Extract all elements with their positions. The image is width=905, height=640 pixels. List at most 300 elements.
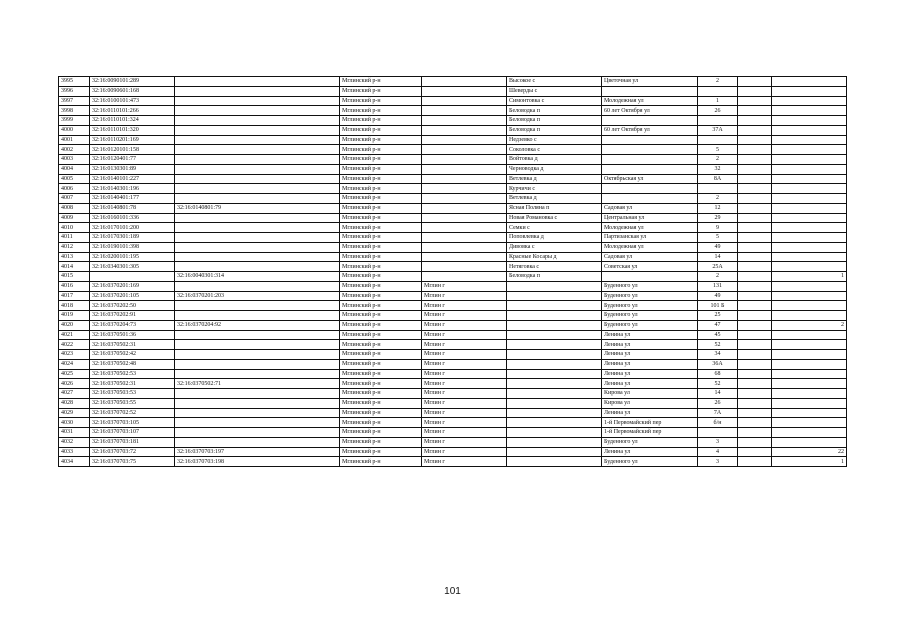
cell-house: 29 (698, 213, 738, 223)
cell-city (422, 125, 507, 135)
cell-cad2 (175, 194, 340, 204)
cell-district: Мглинский р-н (340, 135, 422, 145)
cell-street: Партизанская ул (602, 233, 698, 243)
cell-district: Мглинский р-н (340, 350, 422, 360)
cell-cad1: 32:16:0170101:200 (90, 223, 175, 233)
cell-n: 4007 (59, 194, 90, 204)
cell-extra (738, 330, 772, 340)
table-row (59, 301, 847, 311)
cell-cad1: 32:16:0370503:55 (90, 398, 175, 408)
cell-cad1: 32:16:0370501:36 (90, 330, 175, 340)
cell-district: Мглинский р-н (340, 359, 422, 369)
cell-village: Беловодка п (507, 272, 602, 282)
cell-city (422, 184, 507, 194)
cell-extra (738, 233, 772, 243)
cell-city: Мглин г (422, 359, 507, 369)
cell-extra (738, 408, 772, 418)
cell-city (422, 164, 507, 174)
cell-n: 4014 (59, 262, 90, 272)
cell-street: Ленина ул (602, 350, 698, 360)
cell-cad2: 32:16:0040301:314 (175, 272, 340, 282)
cell-street (602, 145, 698, 155)
cell-cad1: 32:16:0170301:189 (90, 233, 175, 243)
cell-n: 4010 (59, 223, 90, 233)
cell-n: 4001 (59, 135, 90, 145)
cell-street: Садовая ул (602, 203, 698, 213)
cell-n: 4033 (59, 447, 90, 457)
cell-cad1: 32:16:0140401:177 (90, 194, 175, 204)
cell-district: Мглинский р-н (340, 379, 422, 389)
cell-cad2 (175, 359, 340, 369)
cell-extra (738, 398, 772, 408)
cell-cad1: 32:16:0090601:168 (90, 86, 175, 96)
cell-street: 60 лет Октября ул (602, 106, 698, 116)
cell-cad2 (175, 86, 340, 96)
cell-cad2 (175, 116, 340, 126)
cell-extra (738, 369, 772, 379)
cell-cad2 (175, 77, 340, 87)
cell-cad1: 32:16:0110101:266 (90, 106, 175, 116)
cell-cad1: 32:16:0370503:53 (90, 389, 175, 399)
cell-cad2 (175, 437, 340, 447)
cell-street: Ленина ул (602, 447, 698, 457)
cell-cad1: 32:16:0370202:50 (90, 301, 175, 311)
cell-last: 1 (772, 457, 847, 467)
cell-n: 4031 (59, 428, 90, 438)
cell-street: Ленина ул (602, 330, 698, 340)
cell-cad1: 32:16:0110101:324 (90, 116, 175, 126)
cell-district: Мглинский р-н (340, 418, 422, 428)
table-row (59, 272, 847, 282)
cell-street (602, 116, 698, 126)
table-row (59, 213, 847, 223)
cell-house: 5 (698, 145, 738, 155)
cell-cad2 (175, 301, 340, 311)
cell-last: 1 (772, 272, 847, 282)
cell-cad1: 32:16:0200101:195 (90, 252, 175, 262)
cell-district: Мглинский р-н (340, 184, 422, 194)
cell-cad1: 32:16:0110101:320 (90, 125, 175, 135)
cell-street: Буденного ул (602, 457, 698, 467)
cell-extra (738, 272, 772, 282)
cell-house: 8А (698, 174, 738, 184)
cell-cad2: 32:16:0370502:71 (175, 379, 340, 389)
cell-district: Мглинский р-н (340, 447, 422, 457)
cell-village (507, 340, 602, 350)
cell-extra (738, 311, 772, 321)
table-row (59, 418, 847, 428)
cell-cad2 (175, 155, 340, 165)
cell-village (507, 320, 602, 330)
cell-n: 4026 (59, 379, 90, 389)
cell-extra (738, 428, 772, 438)
cell-extra (738, 437, 772, 447)
cell-extra (738, 301, 772, 311)
cell-street: Буденного ул (602, 291, 698, 301)
cell-house: 45 (698, 330, 738, 340)
cell-house: 26 (698, 398, 738, 408)
cell-house: 4 (698, 447, 738, 457)
cell-street: Центральная ул (602, 213, 698, 223)
cell-village (507, 311, 602, 321)
cell-house: б/н (698, 418, 738, 428)
cell-cad2 (175, 135, 340, 145)
cell-street: Цветочная ул (602, 77, 698, 87)
cell-last (772, 281, 847, 291)
cell-village: Поповлевка д (507, 233, 602, 243)
cell-cad1: 32:16:0140801:78 (90, 203, 175, 213)
cell-district: Мглинский р-н (340, 164, 422, 174)
cell-village (507, 398, 602, 408)
cell-n: 4024 (59, 359, 90, 369)
cell-cad1: 32:16:0370703:181 (90, 437, 175, 447)
cell-district: Мглинский р-н (340, 86, 422, 96)
cell-extra (738, 291, 772, 301)
cell-city: Мглин г (422, 428, 507, 438)
cell-street: Ленина ул (602, 379, 698, 389)
cell-n: 4018 (59, 301, 90, 311)
cell-village: Симонтовка с (507, 96, 602, 106)
cell-n: 4030 (59, 418, 90, 428)
cell-village: Семки с (507, 223, 602, 233)
cell-village (507, 437, 602, 447)
cell-cad2 (175, 398, 340, 408)
cell-n: 4009 (59, 213, 90, 223)
table-row (59, 135, 847, 145)
cell-n: 4022 (59, 340, 90, 350)
table-row (59, 379, 847, 389)
table-row (59, 164, 847, 174)
cell-village (507, 281, 602, 291)
cell-district: Мглинский р-н (340, 330, 422, 340)
cell-last (772, 96, 847, 106)
cell-street: Ленина ул (602, 359, 698, 369)
cell-extra (738, 457, 772, 467)
cell-district: Мглинский р-н (340, 223, 422, 233)
table-row (59, 77, 847, 87)
cell-house: 7А (698, 408, 738, 418)
cell-district: Мглинский р-н (340, 291, 422, 301)
cell-village: Высокое с (507, 77, 602, 87)
cell-cad2 (175, 281, 340, 291)
cell-city: Мглин г (422, 447, 507, 457)
cell-city: Мглин г (422, 379, 507, 389)
table-row (59, 311, 847, 321)
cell-extra (738, 447, 772, 457)
cell-district: Мглинский р-н (340, 320, 422, 330)
cell-cad2: 32:16:0370201:203 (175, 291, 340, 301)
cell-street (602, 272, 698, 282)
cell-city (422, 77, 507, 87)
cell-village: Беловодка п (507, 106, 602, 116)
cell-extra (738, 86, 772, 96)
cell-cad1: 32:16:0370502:42 (90, 350, 175, 360)
table-row (59, 203, 847, 213)
cell-district: Мглинский р-н (340, 242, 422, 252)
page-number: 101 (444, 586, 461, 597)
cell-cad1: 32:16:0120101:158 (90, 145, 175, 155)
table-body (59, 77, 847, 467)
table-row (59, 145, 847, 155)
cell-village: Ветлевка д (507, 174, 602, 184)
cell-cad1: 32:16:0370703:107 (90, 428, 175, 438)
cell-house: 2 (698, 194, 738, 204)
cell-last (772, 379, 847, 389)
cell-district: Мглинский р-н (340, 77, 422, 87)
cell-village: Соколовка с (507, 145, 602, 155)
cell-last (772, 106, 847, 116)
cell-city (422, 106, 507, 116)
table-row (59, 155, 847, 165)
cell-city (422, 116, 507, 126)
cell-house: 2 (698, 155, 738, 165)
cell-village: Ветлевка д (507, 194, 602, 204)
cell-street: Кирова ул (602, 389, 698, 399)
cell-city: Мглин г (422, 418, 507, 428)
cell-house: 68 (698, 369, 738, 379)
cell-n: 3996 (59, 86, 90, 96)
table-row (59, 174, 847, 184)
cell-house (698, 86, 738, 96)
cell-cad1: 32:16:0370201:169 (90, 281, 175, 291)
cell-house: 3 (698, 437, 738, 447)
cell-n: 4013 (59, 252, 90, 262)
cell-last (772, 311, 847, 321)
cell-street: Молодежная ул (602, 242, 698, 252)
cell-house (698, 428, 738, 438)
cell-street: Октябрьская ул (602, 174, 698, 184)
cell-city: Мглин г (422, 281, 507, 291)
cell-city (422, 272, 507, 282)
cell-district: Мглинский р-н (340, 203, 422, 213)
cell-city (422, 174, 507, 184)
cell-city: Мглин г (422, 369, 507, 379)
cell-city (422, 194, 507, 204)
cell-city: Мглин г (422, 301, 507, 311)
cell-last (772, 428, 847, 438)
cell-house: 26 (698, 106, 738, 116)
table-row (59, 184, 847, 194)
cell-district: Мглинский р-н (340, 252, 422, 262)
cell-street: Буденного ул (602, 311, 698, 321)
cell-extra (738, 203, 772, 213)
cell-cad2 (175, 233, 340, 243)
cell-city: Мглин г (422, 350, 507, 360)
cell-district: Мглинский р-н (340, 301, 422, 311)
cell-city: Мглин г (422, 457, 507, 467)
cell-house: 2 (698, 272, 738, 282)
cell-cad1: 32:16:0130301:89 (90, 164, 175, 174)
cell-cad1: 32:16:0140301:196 (90, 184, 175, 194)
cell-city (422, 96, 507, 106)
cell-n: 3995 (59, 77, 90, 87)
cell-house: 14 (698, 389, 738, 399)
cell-city (422, 135, 507, 145)
cell-extra (738, 223, 772, 233)
cell-n: 4023 (59, 350, 90, 360)
cell-cad2 (175, 174, 340, 184)
cell-district: Мглинский р-н (340, 106, 422, 116)
cell-extra (738, 106, 772, 116)
cell-extra (738, 389, 772, 399)
cell-n: 4016 (59, 281, 90, 291)
cell-extra (738, 320, 772, 330)
cell-last (772, 86, 847, 96)
cell-cad1: 32:16:0370703:75 (90, 457, 175, 467)
cell-last (772, 350, 847, 360)
cell-last (772, 125, 847, 135)
cell-house: 32 (698, 164, 738, 174)
cell-house: 3 (698, 457, 738, 467)
cell-village (507, 350, 602, 360)
cell-city (422, 213, 507, 223)
cell-last (772, 145, 847, 155)
cell-extra (738, 359, 772, 369)
cell-house (698, 116, 738, 126)
cell-last (772, 77, 847, 87)
cell-extra (738, 340, 772, 350)
cell-cad2: 32:16:0370703:198 (175, 457, 340, 467)
cell-cad1: 32:16:0370502:48 (90, 359, 175, 369)
cell-last (772, 398, 847, 408)
cell-street (602, 135, 698, 145)
cell-village (507, 389, 602, 399)
cell-village: Курчичи с (507, 184, 602, 194)
cell-street: Ленина ул (602, 340, 698, 350)
cell-district: Мглинский р-н (340, 262, 422, 272)
cell-last (772, 437, 847, 447)
cell-extra (738, 281, 772, 291)
cell-city (422, 86, 507, 96)
cell-house (698, 184, 738, 194)
cell-cad1: 32:16:0100101:473 (90, 96, 175, 106)
cell-house: 49 (698, 242, 738, 252)
cell-street: Молодежная ул (602, 223, 698, 233)
cell-street (602, 164, 698, 174)
cell-extra (738, 350, 772, 360)
cell-city: Мглин г (422, 291, 507, 301)
cell-city (422, 145, 507, 155)
cell-district: Мглинский р-н (340, 389, 422, 399)
cell-house: 25А (698, 262, 738, 272)
cell-n: 3998 (59, 106, 90, 116)
cell-n: 4017 (59, 291, 90, 301)
cell-cad2: 32:16:0370204:92 (175, 320, 340, 330)
cell-street (602, 155, 698, 165)
cell-street (602, 194, 698, 204)
cell-cad1: 32:16:0110201:169 (90, 135, 175, 145)
cell-n: 4004 (59, 164, 90, 174)
cell-last (772, 223, 847, 233)
cell-district: Мглинский р-н (340, 174, 422, 184)
cell-cad2: 32:16:0370703:197 (175, 447, 340, 457)
cell-last (772, 291, 847, 301)
cell-city: Мглин г (422, 437, 507, 447)
cell-cad2 (175, 223, 340, 233)
cell-house: 14 (698, 252, 738, 262)
cell-village: Беловодка п (507, 116, 602, 126)
registry-table (58, 76, 847, 467)
cell-cad1: 32:16:0370502:31 (90, 340, 175, 350)
cell-district: Мглинский р-н (340, 457, 422, 467)
cell-village: Дивовка с (507, 242, 602, 252)
cell-street: 1-й Первомайский пер (602, 418, 698, 428)
cell-cad1: 32:16:0370502:53 (90, 369, 175, 379)
table-row (59, 223, 847, 233)
cell-house: 101 Б (698, 301, 738, 311)
cell-village (507, 418, 602, 428)
cell-cad2 (175, 106, 340, 116)
cell-extra (738, 135, 772, 145)
cell-cad1: 32:16:0370201:105 (90, 291, 175, 301)
cell-village (507, 428, 602, 438)
table-row (59, 233, 847, 243)
cell-cad2 (175, 262, 340, 272)
cell-house: 1 (698, 96, 738, 106)
cell-city (422, 262, 507, 272)
cell-city (422, 223, 507, 233)
cell-n: 4002 (59, 145, 90, 155)
cell-n: 3997 (59, 96, 90, 106)
cell-last (772, 194, 847, 204)
cell-cad1: 32:16:0370702:52 (90, 408, 175, 418)
cell-n: 4012 (59, 242, 90, 252)
cell-house: 131 (698, 281, 738, 291)
cell-house: 12 (698, 203, 738, 213)
cell-city (422, 155, 507, 165)
cell-n: 4028 (59, 398, 90, 408)
cell-cad2 (175, 164, 340, 174)
cell-street: Садовая ул (602, 252, 698, 262)
cell-n: 4027 (59, 389, 90, 399)
table-row (59, 242, 847, 252)
cell-cad2 (175, 213, 340, 223)
cell-city (422, 252, 507, 262)
cell-district: Мглинский р-н (340, 145, 422, 155)
cell-house: 52 (698, 340, 738, 350)
cell-district: Мглинский р-н (340, 340, 422, 350)
table-row (59, 359, 847, 369)
cell-district: Мглинский р-н (340, 96, 422, 106)
cell-extra (738, 194, 772, 204)
cell-city (422, 242, 507, 252)
table-row (59, 398, 847, 408)
cell-street: Кирова ул (602, 398, 698, 408)
cell-last (772, 242, 847, 252)
cell-cad1: 32:16:0160101:336 (90, 213, 175, 223)
cell-street: Ленина ул (602, 369, 698, 379)
cell-n: 3999 (59, 116, 90, 126)
cell-extra (738, 96, 772, 106)
table-row (59, 106, 847, 116)
table-row (59, 116, 847, 126)
cell-last (772, 359, 847, 369)
table-row (59, 350, 847, 360)
cell-cad2 (175, 242, 340, 252)
cell-n: 4019 (59, 311, 90, 321)
cell-last (772, 418, 847, 428)
cell-village: Войтовка д (507, 155, 602, 165)
cell-city: Мглин г (422, 389, 507, 399)
cell-cad1: 32:16:0370703:105 (90, 418, 175, 428)
cell-village (507, 301, 602, 311)
cell-cad2 (175, 340, 340, 350)
cell-street: Буденного ул (602, 320, 698, 330)
cell-house: 34 (698, 350, 738, 360)
table-row (59, 437, 847, 447)
cell-district: Мглинский р-н (340, 272, 422, 282)
cell-district: Мглинский р-н (340, 116, 422, 126)
